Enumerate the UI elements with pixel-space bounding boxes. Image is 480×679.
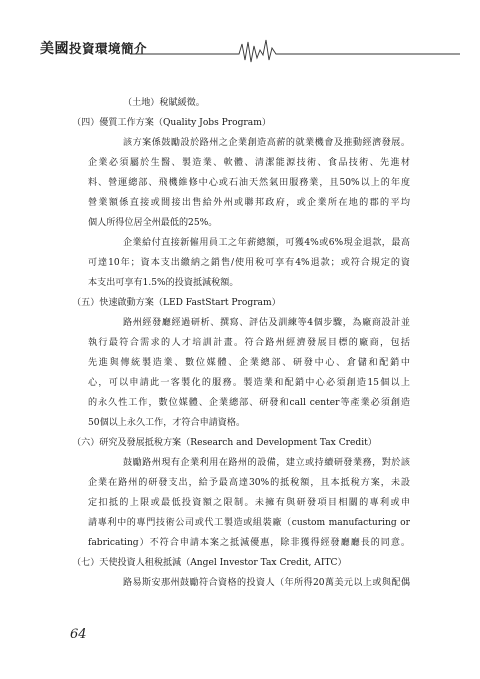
header-title-sub: 投資環境簡介 xyxy=(69,41,148,56)
paragraph-line: 營業額係直接或間接出售給外州或聯邦政府，或企業所在地的郡的平均 xyxy=(88,198,410,208)
paragraph-line: 路易斯安那州鼓勵符合資格的投資人（年所得20萬美元以上或與配偶 xyxy=(123,578,410,588)
paragraph-line: 50個以上永久工作，才符合申請資格。 xyxy=(88,418,246,428)
paragraph-line: （土地）稅賦緩徵。 xyxy=(123,98,205,108)
paragraph-line: 本支出可享有1.5%的投資抵減稅額。 xyxy=(88,278,239,288)
paragraph-line: 路州經發廳經過研析、撰寫、評估及訓練等4個步驟，為廠商設計並 xyxy=(123,318,410,328)
paragraph-line: 請專利中的專門技術公司或代工製造或組裝廠（custom manufacturing or xyxy=(88,518,410,528)
paragraph-line: fabricating）不符合申請本案之抵減優惠，除非獲得經發廳廳長的同意。 xyxy=(88,538,410,548)
running-header xyxy=(40,36,460,64)
paragraph-line: 企業給付直接新僱用員工之年薪總額，可獲4%或6%現金退款，最高 xyxy=(123,238,410,248)
paragraph-line: 先進與傳統製造業、數位媒體、企業總部、研發中心、倉儲和配銷中 xyxy=(88,358,410,368)
paragraph-line: 定扣抵的上限或最低投資額之限制。未擁有與研發項目相關的專利或申 xyxy=(88,498,410,508)
paragraph-line: 心，可以申請此一客製化的服務。製造業和配銷中心必須創造15個以上 xyxy=(88,378,410,388)
paragraph-line: 的永久性工作，數位媒體、企業總部、研發和call center等產業必須創造 xyxy=(88,398,410,408)
paragraph-line: 執行最符合需求的人才培訓計畫。符合路州經濟發展目標的廠商，包括 xyxy=(88,338,410,348)
header-heartbeat-rule xyxy=(40,36,460,64)
header-title-main: 美國 xyxy=(40,41,69,57)
paragraph-line: 個人所得位居全州最低的25%。 xyxy=(88,218,218,228)
paragraph-line: 企業在路州的研發支出，給予最高達30%的抵稅額，且本抵稅方案，未設 xyxy=(88,478,410,488)
section-heading: （五）快速啟動方案（LED FastStart Program） xyxy=(72,298,281,308)
paragraph-line: 料、營運總部、飛機維修中心或石油天然氣田服務業，且50%以上的年度 xyxy=(88,178,410,188)
paragraph-line: 該方案係鼓勵設於路州之企業創造高薪的就業機會及推動經濟發展。 xyxy=(123,138,410,148)
paragraph-line: 企業必須屬於生醫、製造業、軟體、清潔能源技術、食品技術、先進材 xyxy=(88,158,410,168)
section-heading: （七）天使投資人租稅抵減（Angel Investor Tax Credit, AITC） xyxy=(72,558,347,568)
paragraph-line: 可達10年；資本支出繳納之銷售/使用稅可享有4%退款；或符合規定的資 xyxy=(88,258,410,268)
section-heading: （六）研究及發展抵稅方案（Research and Development Tax Credit） xyxy=(72,438,377,448)
paragraph-line: 鼓勵路州現有企業利用在路州的設備，建立或持續研發業務，對於該 xyxy=(123,458,410,468)
section-heading: （四）優質工作方案（Quality Jobs Program） xyxy=(72,118,271,128)
body-text xyxy=(72,93,410,593)
page-number: 64 xyxy=(70,627,87,642)
